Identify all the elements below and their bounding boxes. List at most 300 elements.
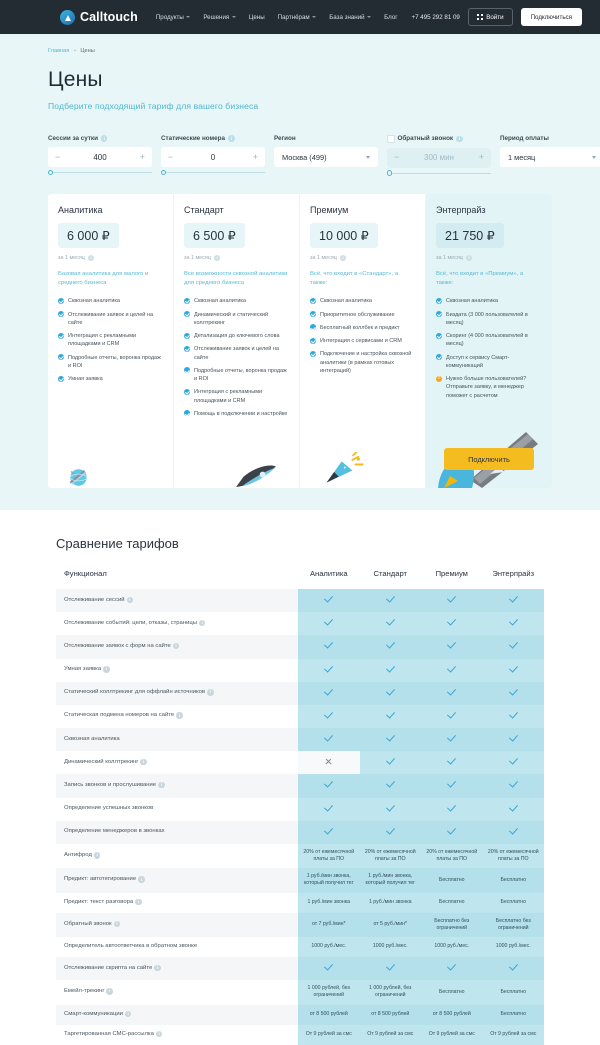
feature-value-text: от 8 500 рублей (432, 1011, 471, 1018)
feature-value-cell (298, 1025, 360, 1045)
login-button[interactable] (468, 8, 512, 26)
plan-feature-label: Интеграция с рекламными площадками и CRM (194, 389, 263, 404)
feature-value-cell (360, 957, 422, 980)
feature-name-cell (56, 980, 298, 1004)
slider-track (161, 172, 265, 173)
plan-name: Аналитика (58, 204, 103, 215)
check-circle-icon (184, 367, 190, 373)
feature-label: Антифрод (64, 852, 92, 859)
feature-value-cell (298, 913, 360, 937)
table-row (56, 844, 544, 868)
info-icon[interactable]: i (94, 852, 101, 859)
nav-item-products[interactable] (156, 14, 190, 21)
check-circle-icon (184, 389, 190, 395)
rocket-illustration (230, 462, 282, 488)
plan-feature (184, 410, 289, 418)
feature-value-text: 1 руб./мин звонка (368, 899, 412, 906)
feature-value-text: Бесплатно (438, 876, 465, 883)
callback-slider[interactable] (387, 170, 491, 178)
feature-value-text: 1000 руб./мес. (434, 943, 470, 950)
feature-label: Таргетированная СМС-рассылка (64, 1030, 154, 1037)
table-row (56, 868, 544, 892)
plan-period-label: за 1 месяц (310, 254, 337, 261)
plan-feature-label: Интеграция с рекламными площадками и CRM (68, 333, 137, 348)
info-icon[interactable]: i (173, 643, 180, 650)
nav-item-label: Цены (248, 13, 265, 21)
plan-feature (310, 350, 415, 375)
feature-name-cell (56, 844, 298, 868)
nav-item-label: Партнёрам (277, 13, 310, 21)
feature-value-cell (421, 728, 483, 751)
pricing-card-4 (426, 194, 552, 489)
feature-name-cell (56, 821, 298, 844)
check-circle-icon (58, 311, 64, 317)
check-icon (386, 779, 395, 788)
check-circle-icon (184, 298, 190, 304)
feature-value-cell (483, 635, 545, 658)
plan-feature-label: Приоритетное обслуживание (320, 311, 395, 318)
check-icon (324, 686, 333, 695)
info-icon[interactable]: i (140, 759, 147, 766)
filter-period-label: Период оплаты (500, 135, 549, 142)
feature-name-cell (56, 1025, 298, 1045)
filter-sessions (48, 135, 152, 177)
feature-value-cell (421, 589, 483, 612)
increment-button[interactable]: + (478, 152, 484, 162)
decrement-button[interactable]: − (168, 151, 174, 162)
feature-value-text: от 7 руб./мин* (311, 921, 346, 928)
filter-callback (387, 135, 491, 178)
feature-value-cell (360, 774, 422, 797)
feature-label: Предикт: текст разговора (64, 898, 134, 905)
plan-feature-label: Бесплатный коллбек и предикт (320, 324, 400, 331)
filter-label-text: Сессии за сутки (48, 135, 98, 142)
feature-name-cell (56, 705, 298, 728)
feature-value-cell (360, 844, 422, 868)
feature-value-cell (421, 612, 483, 635)
plan-feature-label: Сквозная аналитика (320, 298, 372, 305)
increment-button[interactable]: + (252, 151, 258, 162)
plan-period (310, 255, 415, 262)
table-row (56, 635, 544, 658)
nav-links (156, 14, 398, 21)
decrement-button[interactable]: − (55, 151, 61, 162)
check-circle-icon (436, 354, 442, 360)
feature-value-text: От 9 рублей за смс (367, 1031, 414, 1038)
feature-value-cell (483, 868, 545, 892)
feature-value-text: 1 000 рублей, без ограничений (369, 985, 412, 999)
feature-value-text: от 8 500 рублей (371, 1011, 410, 1018)
info-icon[interactable]: i (340, 255, 347, 262)
feature-value-cell (421, 774, 483, 797)
plan-feature (436, 375, 542, 400)
pricing-card-3 (300, 194, 426, 489)
breadcrumb-separator: • (73, 48, 76, 54)
feature-value-text: 20% от ежемесячной платы за ПО (426, 848, 478, 863)
feature-value-cell (360, 682, 422, 705)
feature-name-cell (56, 682, 298, 705)
check-icon (447, 663, 456, 672)
slider-track (387, 173, 491, 174)
period-select-wrap (500, 147, 600, 167)
chevron-down-icon (312, 16, 316, 18)
check-circle-icon (436, 333, 442, 339)
feature-value-text: 1000 руб./мес. (311, 943, 347, 950)
feature-value-cell (298, 705, 360, 728)
feature-value-cell (298, 1005, 360, 1025)
region-select-wrap (274, 147, 378, 167)
static-numbers-value: 0 (210, 152, 216, 162)
slider-knob[interactable] (161, 170, 166, 175)
comparison-table-head (56, 569, 544, 589)
plan-period-label: за 1 месяц (436, 254, 463, 261)
check-icon (509, 961, 518, 970)
feature-value-cell (421, 682, 483, 705)
feature-value-cell (421, 937, 483, 957)
plan-feature (310, 297, 415, 305)
check-icon (324, 617, 333, 626)
nav-item-pricing[interactable] (249, 14, 265, 21)
feature-value-cell (360, 893, 422, 913)
feature-label: Определитель автоответчика в обратном звонке (64, 943, 198, 950)
plan-period (436, 255, 542, 262)
filter-sessions-label (48, 135, 152, 142)
feature-value-text: от 8 500 рублей (309, 1011, 348, 1018)
page-title: Цены (48, 68, 103, 91)
feature-value-text: 20% от ежемесячной платы за ПО (364, 848, 416, 863)
nav-phone-number[interactable]: +7 495 292 81 09 (411, 13, 460, 21)
feature-value-cell (298, 589, 360, 612)
nav-item-partners[interactable] (278, 14, 317, 21)
login-button-label: Войти (486, 13, 504, 21)
comparison-table (56, 569, 544, 1045)
check-circle-icon (184, 311, 190, 317)
feature-value-cell (360, 589, 422, 612)
breadcrumb (48, 48, 552, 54)
info-icon[interactable]: i (158, 782, 165, 789)
nav-actions (468, 8, 582, 26)
feature-value-text: От 9 рублей за смс (305, 1031, 352, 1038)
feature-value-text: Бесплатно (500, 988, 527, 995)
plan-artwork (436, 418, 542, 488)
header-plan-analytics: Аналитика (309, 569, 348, 579)
feature-value-cell (298, 635, 360, 658)
feature-label: Отслеживание заявок с форм на сайте (64, 643, 171, 650)
plan-feature (184, 297, 289, 305)
signup-button[interactable]: Подключиться (521, 8, 582, 26)
info-icon[interactable]: i (114, 921, 121, 928)
plan-price: 21 750 ₽ (436, 223, 504, 248)
period-selected-value: 1 месяц (508, 152, 536, 162)
pricing-cards-section (0, 194, 600, 511)
feature-value-cell (360, 798, 422, 821)
plan-feature (436, 311, 542, 328)
feature-value-cell (298, 893, 360, 913)
feature-value-text: 1 000 рублей, без ограничений (307, 985, 350, 999)
info-icon[interactable]: i (101, 135, 108, 142)
plan-period-label: за 1 месяц (184, 254, 211, 261)
feature-label: Динамический коллтрекинг (64, 758, 139, 765)
feature-label: Запись звонков и прослушивание (64, 782, 157, 789)
filter-region-label: Регион (274, 135, 296, 142)
feature-value-text: 1 руб./мин звонка (307, 899, 351, 906)
brand-name: Calltouch (80, 10, 138, 24)
feature-value-cell (483, 798, 545, 821)
plan-description: Базовая аналитика для малого и среднего бизнеса (58, 271, 149, 287)
feature-label: Статическая подмена номеров на сайте (64, 712, 175, 719)
check-icon (324, 640, 333, 649)
plan-feature (58, 297, 163, 305)
comparison-section (0, 510, 600, 1045)
plan-feature (436, 354, 542, 371)
plan-feature (58, 375, 163, 383)
check-circle-icon (184, 333, 190, 339)
plan-feature-label: Доступ к сервису Смарт-коммуникаций (446, 354, 510, 369)
feature-value-cell (421, 913, 483, 937)
feature-value-cell (298, 937, 360, 957)
feature-value-cell (421, 868, 483, 892)
feature-value-cell (360, 659, 422, 682)
chevron-down-icon (232, 16, 236, 18)
connect-button[interactable]: Подключить (444, 448, 534, 470)
static-numbers-stepper[interactable] (161, 147, 265, 167)
table-row (56, 1005, 544, 1025)
region-select[interactable] (274, 147, 378, 167)
feature-value-text: от 5 руб./мин* (373, 921, 408, 928)
decrement-button[interactable]: − (394, 152, 400, 162)
plan-feature-label: Подключение и настройка сквозной аналитики (в рамках готовых интеграций) (320, 351, 412, 374)
plan-artwork (310, 418, 415, 488)
check-circle-icon (436, 311, 442, 317)
check-circle-icon (184, 410, 190, 416)
plan-feature-label: Умная заявка (68, 376, 103, 383)
feature-value-cell (360, 821, 422, 844)
period-select[interactable] (500, 147, 600, 167)
static-numbers-slider[interactable] (161, 169, 265, 177)
table-row (56, 1025, 544, 1045)
plan-feature-label: Отслеживание заявок и целей на сайте (68, 311, 154, 326)
feature-value-text: 1 руб./мин звонка, который получил тег (365, 873, 416, 887)
nav-item-label: База знаний (329, 13, 365, 21)
table-row (56, 751, 544, 774)
nav-item-knowledge-base[interactable] (329, 14, 371, 21)
info-icon[interactable]: i (88, 255, 95, 262)
info-icon[interactable]: i (125, 1011, 132, 1018)
info-icon[interactable]: i (176, 712, 183, 719)
info-icon[interactable]: i (135, 899, 142, 906)
feature-value-cell (298, 751, 360, 774)
breadcrumb-home[interactable]: Главная (48, 48, 70, 54)
grid-icon (477, 14, 483, 20)
header-plan-standard: Стандарт (373, 569, 407, 579)
feature-value-cell (421, 635, 483, 658)
check-icon (324, 709, 333, 718)
plan-feature (184, 345, 289, 362)
feature-value-text: Бесплатно (438, 899, 465, 906)
table-row (56, 913, 544, 937)
feature-label: Умная заявка (64, 666, 102, 673)
feature-value-cell (360, 1005, 422, 1025)
feature-value-text: Бесплатно без ограничений (495, 917, 531, 931)
feature-label: Определение успешных звонков (64, 805, 154, 812)
feature-value-cell (483, 751, 545, 774)
filter-callback-label (387, 135, 491, 143)
feature-value-text: От 9 рублей за смс (490, 1031, 537, 1038)
filter-static-numbers (161, 135, 265, 177)
callback-value: 300 мин (424, 153, 454, 162)
callback-checkbox[interactable] (387, 135, 395, 143)
info-icon[interactable]: i (228, 135, 235, 142)
plan-feature-label: Биздата (3 000 пользователей в месяц) (446, 311, 528, 326)
nav-item-label: Блог (384, 13, 398, 21)
plan-name: Стандарт (184, 204, 224, 215)
feature-value-cell (298, 868, 360, 892)
plan-period (58, 255, 163, 262)
plan-feature-label: Интеграция с сервисами и CRM (320, 338, 402, 345)
feature-value-cell (360, 705, 422, 728)
feature-value-cell (298, 612, 360, 635)
check-icon (509, 686, 518, 695)
filter-region (274, 135, 378, 167)
feature-value-cell (483, 659, 545, 682)
plan-price: 10 000 ₽ (310, 223, 378, 248)
plan-price: 6 500 ₽ (184, 223, 245, 248)
plan-feature (436, 332, 542, 349)
slider-knob[interactable] (387, 170, 392, 175)
feature-value-cell (483, 1025, 545, 1045)
table-row (56, 893, 544, 913)
check-icon (324, 825, 333, 834)
filter-period (500, 135, 600, 167)
nav-item-blog[interactable] (384, 14, 397, 21)
brand-logo[interactable] (60, 10, 138, 25)
feature-value-cell (483, 612, 545, 635)
hero-section (0, 34, 600, 131)
feature-value-text: Бесплатно (500, 899, 527, 906)
feature-value-cell (298, 682, 360, 705)
feature-label: Смарт-коммуникации (64, 1010, 123, 1017)
plan-feature (184, 332, 289, 340)
feature-label: Статический коллтрекинг для оффлайн источников (64, 689, 206, 696)
sessions-slider[interactable] (48, 169, 152, 177)
feature-value-cell (298, 659, 360, 682)
feature-value-cell (421, 1005, 483, 1025)
header-feature: Функционал (64, 569, 107, 579)
check-icon (447, 709, 456, 718)
feature-value-cell (360, 751, 422, 774)
feature-value-text: 1000 руб./мес. (372, 943, 408, 950)
info-icon[interactable]: i (103, 666, 110, 673)
table-row (56, 612, 544, 635)
feature-value-cell (298, 821, 360, 844)
feature-value-cell (421, 705, 483, 728)
feature-value-cell (360, 635, 422, 658)
info-icon[interactable]: i (466, 255, 473, 262)
check-icon (509, 802, 518, 811)
feature-name-cell (56, 751, 298, 774)
check-icon (324, 732, 333, 741)
info-icon[interactable]: i (138, 876, 145, 883)
plan-feature (310, 311, 415, 319)
info-icon[interactable]: i (106, 988, 113, 995)
check-icon (386, 756, 395, 765)
top-navigation-bar (0, 0, 600, 34)
feature-label: Отслеживание сессий (64, 596, 125, 603)
nav-item-solutions[interactable] (203, 14, 235, 21)
check-icon (386, 663, 395, 672)
feature-name-cell (56, 589, 298, 612)
feature-name-cell (56, 798, 298, 821)
close-icon (325, 758, 332, 765)
table-header-row (56, 569, 544, 589)
info-icon[interactable]: i (207, 689, 214, 696)
sessions-stepper[interactable] (48, 147, 152, 167)
feature-value-cell (483, 913, 545, 937)
callback-stepper[interactable] (387, 148, 491, 168)
plan-description: Все возможности сквозной аналитики для среднего бизнеса (184, 271, 288, 287)
info-icon[interactable]: i (456, 136, 463, 143)
feature-value-text: Бесплатно (500, 1011, 527, 1018)
check-icon (386, 593, 395, 602)
feature-name-cell (56, 1005, 298, 1025)
check-icon (324, 779, 333, 788)
check-icon (447, 779, 456, 788)
check-circle-icon (310, 324, 316, 330)
plan-period (184, 255, 289, 262)
feature-value-cell (421, 798, 483, 821)
check-icon (509, 663, 518, 672)
region-selected-value: Москва (499) (282, 152, 327, 162)
comparison-table-body (56, 589, 544, 1045)
plan-feature-label: Нужно больше пользователей? Отправьте заявку, и менеджер поможет с расчетом (446, 376, 527, 399)
feature-label: Предикт: автотегирование (64, 876, 137, 883)
plan-feature-label: Детализация до ключевого слова (194, 333, 280, 340)
check-icon (509, 593, 518, 602)
increment-button[interactable]: + (139, 151, 145, 162)
breadcrumb-current: Цены (80, 48, 95, 54)
feature-name-cell (56, 957, 298, 980)
feature-value-cell (360, 612, 422, 635)
info-icon[interactable]: i (214, 255, 221, 262)
plan-feature-label: Подробные отчеты, воронка продаж и ROI (68, 354, 161, 369)
info-icon[interactable]: i (127, 597, 134, 604)
megaphone-illustration (322, 452, 366, 486)
check-icon (447, 756, 456, 765)
plan-feature (310, 337, 415, 345)
plan-feature (436, 297, 542, 305)
table-row (56, 589, 544, 612)
check-circle-icon (436, 298, 442, 304)
table-row (56, 774, 544, 797)
info-icon[interactable]: i (154, 965, 161, 972)
info-icon[interactable]: i (156, 1031, 163, 1038)
table-row (56, 659, 544, 682)
filter-label-text: Обратный звонок (397, 135, 454, 143)
slider-knob[interactable] (48, 170, 53, 175)
comparison-title: Сравнение тарифов (56, 536, 179, 552)
check-icon (447, 617, 456, 626)
plan-feature-list (436, 297, 542, 400)
header-plan-premium: Премиум (435, 569, 468, 579)
feature-value-cell (483, 821, 545, 844)
plan-name: Энтерпрайз (436, 204, 486, 215)
globe-illustration (62, 458, 92, 488)
feature-value-cell (483, 844, 545, 868)
feature-name-cell (56, 893, 298, 913)
pricing-card-2 (174, 194, 300, 489)
info-icon[interactable]: i (199, 620, 206, 627)
feature-value-text: 1 руб./мин звонка, который получил тег (303, 873, 354, 887)
